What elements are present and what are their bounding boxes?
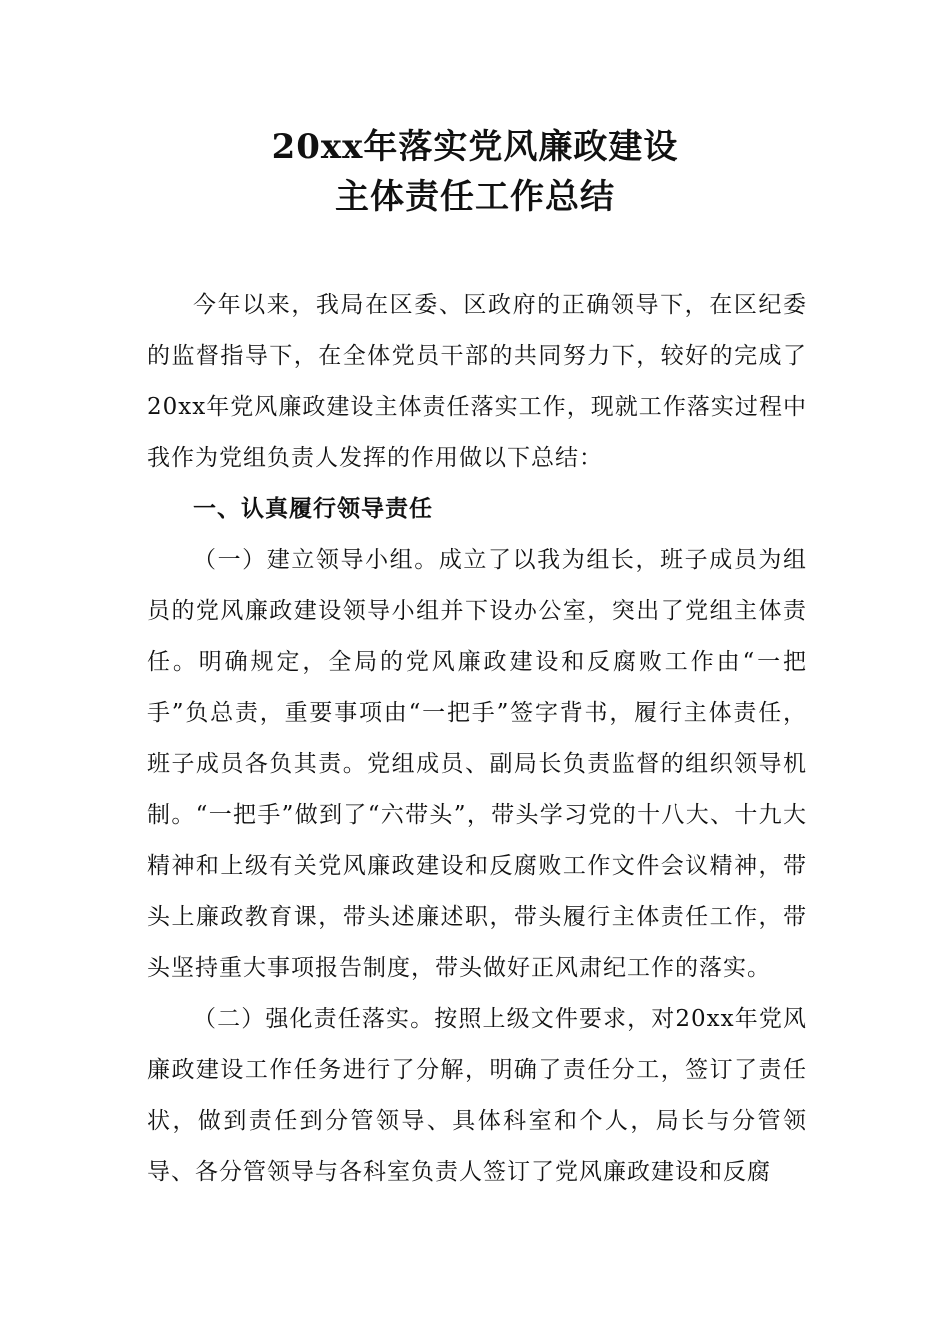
intro-paragraph: 今年以来，我局在区委、区政府的正确领导下，在区纪委的监督指导下，在全体党员干部的共同努力下，较好的完成了20xx年党风廉政建设主体责任落实工作，现就工作落实过程中我作为党组负责人发挥的作用做以下总结： bbox=[147, 292, 807, 471]
title-line-2: 主体责任工作总结 bbox=[335, 177, 615, 217]
title-line-1: 20xx年落实党风廉政建设 bbox=[271, 127, 679, 167]
document-body bbox=[147, 280, 807, 1198]
document-title bbox=[0, 122, 950, 222]
section-heading-1: 一、认真履行领导责任 bbox=[193, 496, 433, 522]
section-1-paragraph-2: （二）强化责任落实。按照上级文件要求，对20xx年党风廉政建设工作任务进行了分解，明确了责任分工，签订了责任状，做到责任到分管领导、具体科室和个人，局长与分管领导、各分管领导与各科室负责人签订了党风廉政建设和反腐 bbox=[147, 1006, 807, 1185]
section-1-paragraph-1: （一）建立领导小组。成立了以我为组长，班子成员为组员的党风廉政建设领导小组并下设办公室，突出了党组主体责任。明确规定，全局的党风廉政建设和反腐败工作由“一把手”负总责，重要事项由“一把手”签字背书，履行主体责任，班子成员各负其责。党组成员、副局长负责监督的组织领导机制。“一把手”做到了“六带头”，带头学习党的十八大、十九大精神和上级有关党风廉政建设和反腐败工作文件会议精神，带头上廉政教育课，带头述廉述职，带头履行主体责任工作，带头坚持重大事项报告制度，带头做好正风肃纪工作的落实。 bbox=[147, 547, 807, 981]
